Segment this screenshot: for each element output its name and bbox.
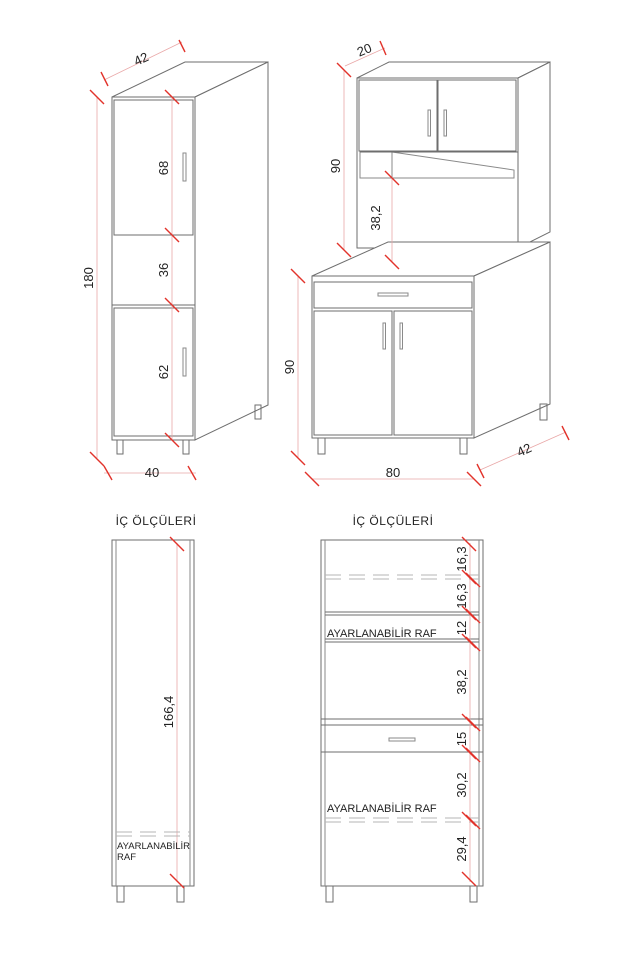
left-interior-frame xyxy=(112,540,194,886)
left-interior-leg-right xyxy=(177,886,184,902)
left-shelf-label-line1: AYARLANABİLİR xyxy=(117,841,191,852)
right-interior-d3-label: 12 xyxy=(454,620,469,636)
left-width-label: 40 xyxy=(144,465,160,480)
right-lower-handle-left xyxy=(383,323,386,349)
left-interior-height-label: 166,4 xyxy=(161,695,176,729)
left-leg-front-right xyxy=(183,440,189,454)
right-interior-d1-label: 16,3 xyxy=(454,546,469,572)
right-top-depth-label: 20 xyxy=(354,40,374,60)
left-interior-title: İÇ ÖLÇÜLERİ xyxy=(115,514,197,528)
right-upper-side xyxy=(518,62,550,248)
left-leg-front-left xyxy=(117,440,123,454)
left-upper-handle xyxy=(183,153,186,181)
right-drawer-handle xyxy=(378,293,408,296)
right-interior-title: İÇ ÖLÇÜLERİ xyxy=(352,514,434,528)
left-cabinet-side xyxy=(195,62,268,440)
left-lower-handle xyxy=(183,348,186,376)
right-lower-side xyxy=(474,242,550,438)
right-lower-depth-label: 42 xyxy=(514,440,534,460)
right-interior-leg-left xyxy=(326,886,333,902)
right-upper-top xyxy=(357,62,550,78)
right-upper-door-left xyxy=(359,80,437,151)
right-interior-d4-label: 38,2 xyxy=(454,669,469,695)
left-cabinet-front xyxy=(112,97,195,440)
left-interior-leg-left xyxy=(117,886,124,902)
left-lower-door xyxy=(114,308,193,436)
left-upper-door xyxy=(114,100,193,235)
right-width-label: 80 xyxy=(385,465,401,480)
right-upper-height-label: 90 xyxy=(328,158,343,174)
right-upper-handle-left xyxy=(428,110,431,136)
right-interior-leg-right xyxy=(470,886,477,902)
right-lower-door-right xyxy=(394,311,472,435)
right-shelf-label-1: AYARLANABİLİR RAF xyxy=(327,628,437,640)
right-upper-door-right xyxy=(438,80,516,151)
right-lower-door-left xyxy=(314,311,392,435)
right-interior-d7-label: 29,4 xyxy=(454,836,469,862)
right-lower-height-label: 90 xyxy=(282,359,297,375)
left-open-shelf-label: 36 xyxy=(156,262,171,278)
left-depth-label: 42 xyxy=(131,49,151,69)
right-leg-front-left xyxy=(318,438,325,454)
left-cabinet-3d xyxy=(81,40,268,480)
left-upper-door-label: 68 xyxy=(156,160,171,176)
left-height-total-label: 180 xyxy=(81,267,96,289)
right-counter-top xyxy=(321,719,483,725)
right-cabinet-3d xyxy=(282,40,569,486)
right-upper-handle-right xyxy=(444,110,447,136)
right-open-niche-label: 38,2 xyxy=(368,205,383,231)
right-interior-drawer-handle xyxy=(389,738,415,741)
right-leg-front-right xyxy=(460,438,467,454)
right-drawer xyxy=(314,282,472,308)
right-lower-handle-right xyxy=(400,323,403,349)
right-interior-d2-label: 16,3 xyxy=(454,583,469,609)
right-interior-d6-label: 30,2 xyxy=(454,772,469,798)
right-shelf-label-2: AYARLANABİLİR RAF xyxy=(327,803,437,815)
left-lower-door-label: 62 xyxy=(156,364,171,380)
right-interior-d5-label: 15 xyxy=(454,731,469,747)
left-interior-diagram xyxy=(112,514,196,902)
left-shelf-label-line2: RAF xyxy=(117,852,136,863)
right-lower-front xyxy=(312,276,474,438)
right-interior-diagram xyxy=(321,514,483,902)
